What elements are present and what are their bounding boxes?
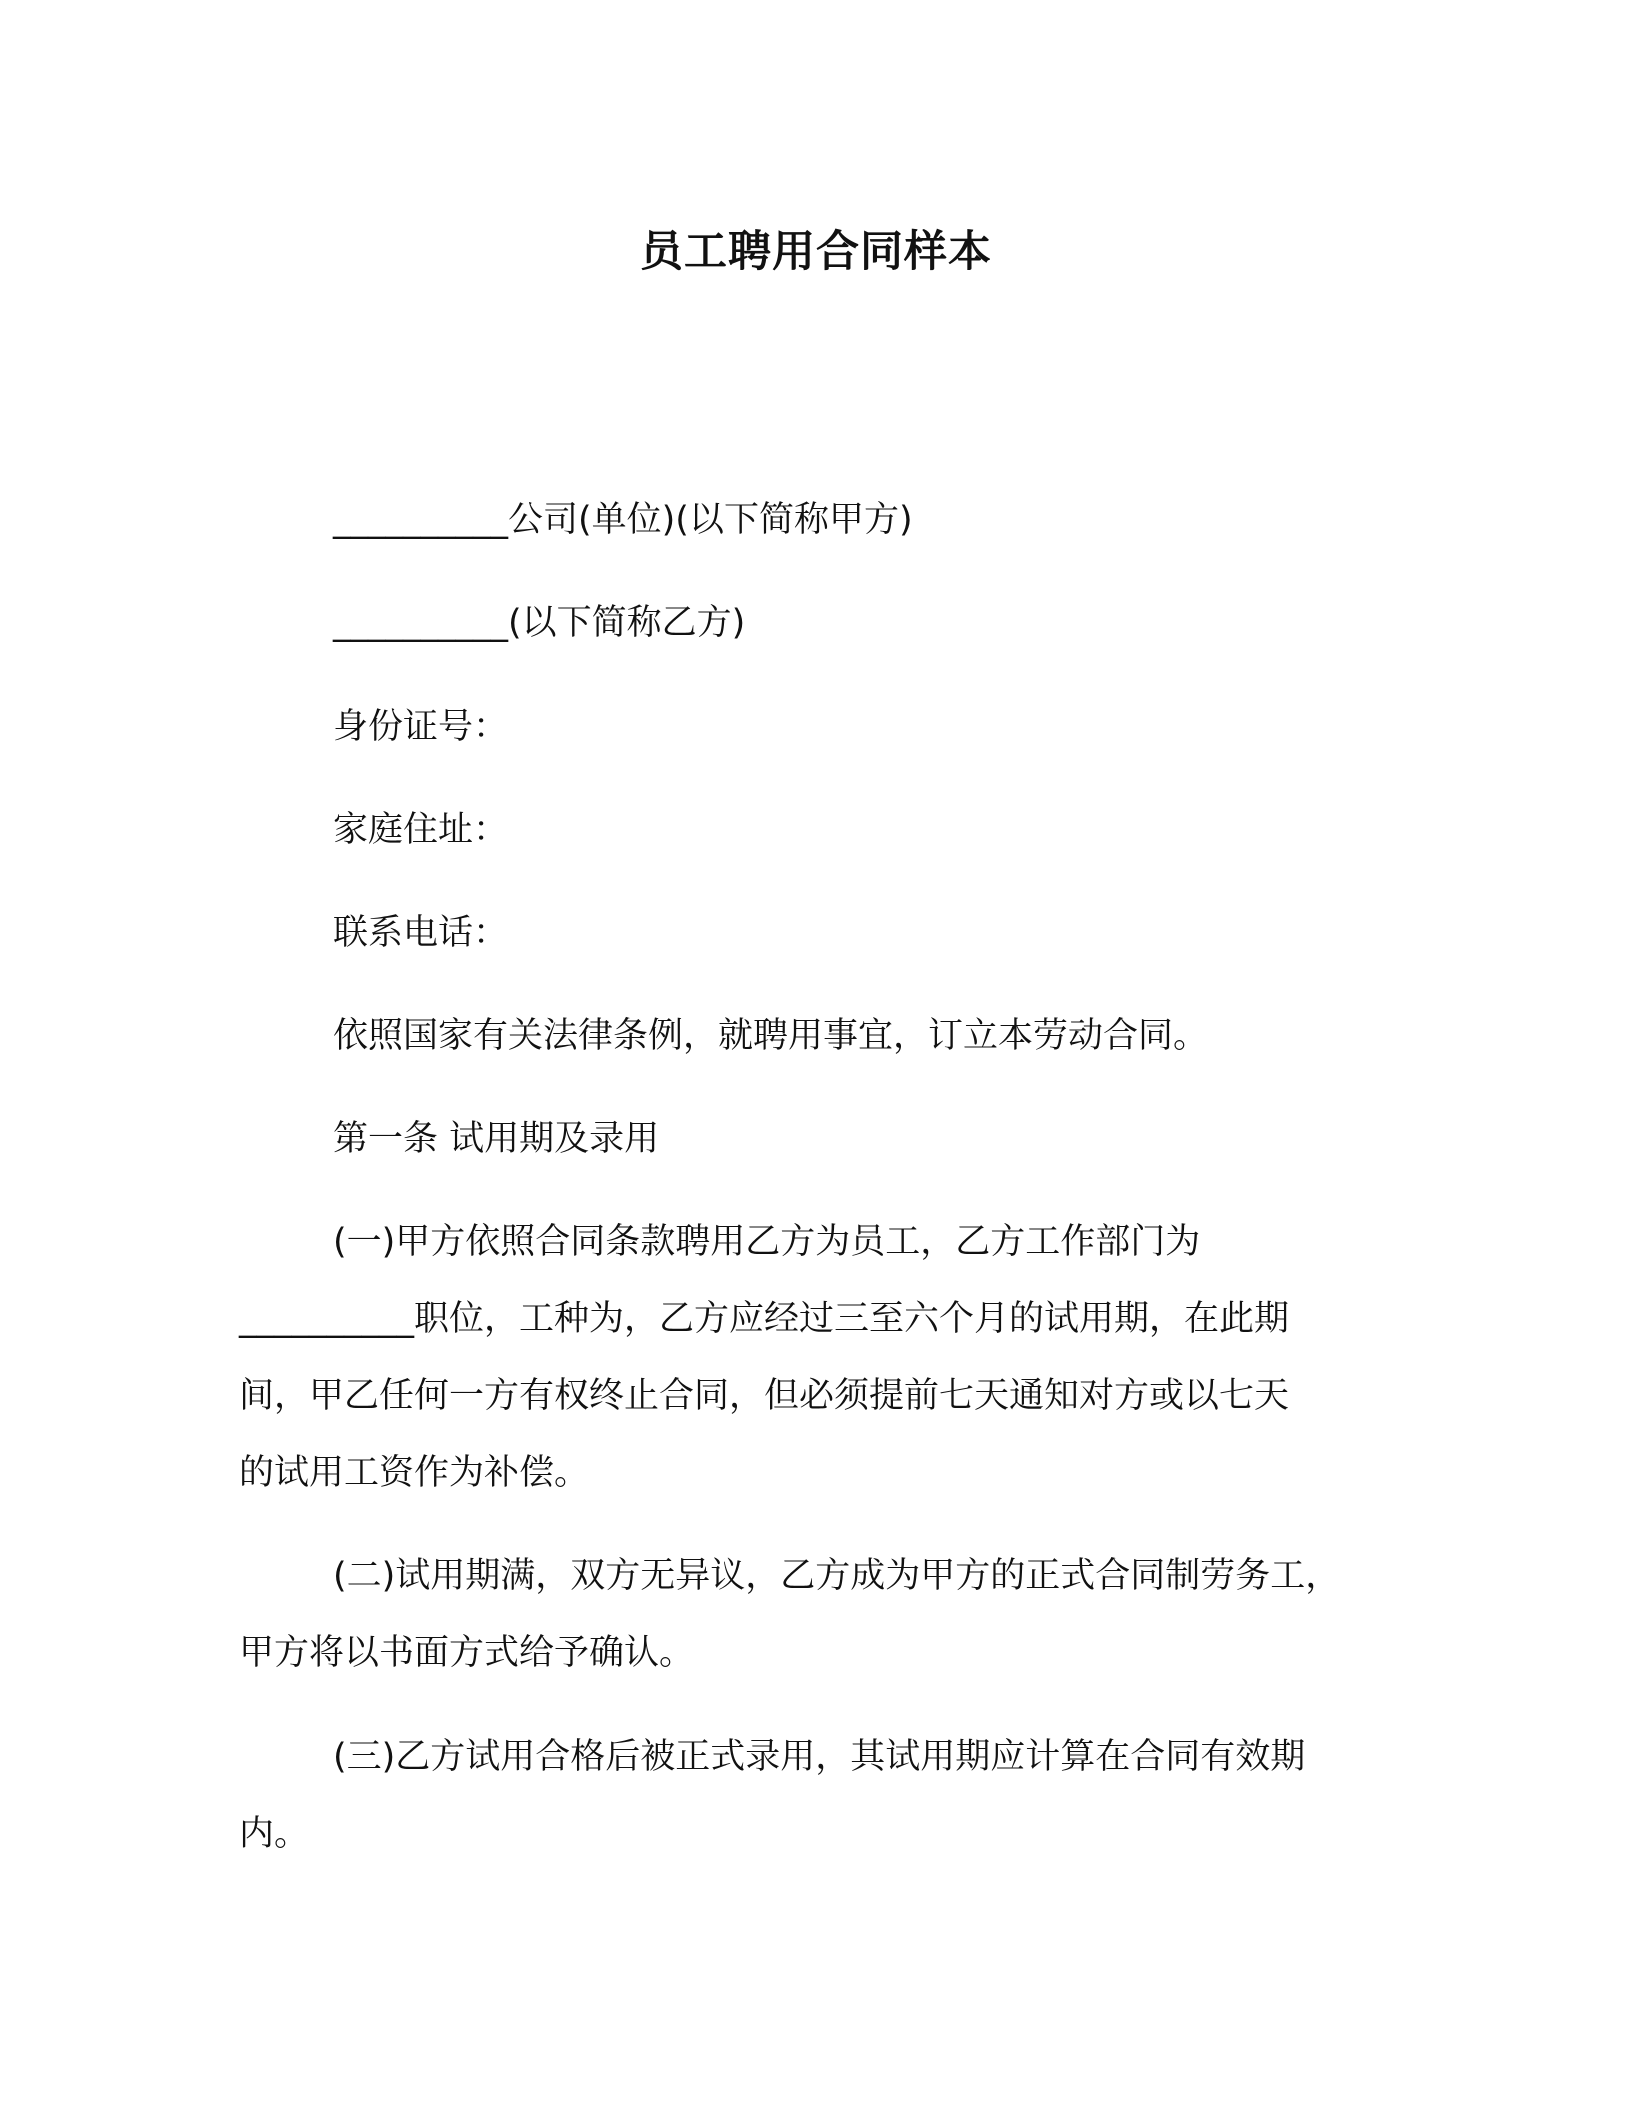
phone-line: 联系电话： <box>333 913 509 953</box>
clause-1-line: 的试用工资作为补偿。 <box>239 1453 590 1493</box>
party-b-line: __________(以下简称乙方) <box>333 603 746 643</box>
clause-3-line: 内。 <box>239 1814 310 1854</box>
home-address-line: 家庭住址： <box>333 810 509 850</box>
party-a-line: __________公司(单位)(以下简称甲方) <box>333 500 913 540</box>
clause-1-line: (一)甲方依照合同条款聘用乙方为员工，乙方工作部门为 <box>333 1222 1201 1262</box>
document-title: 员工聘用合同样本 <box>640 227 992 277</box>
clause-2-line: (二)试用期满，双方无异议，乙方成为甲方的正式合同制劳务工， <box>333 1556 1341 1596</box>
intro-paragraph: 依照国家有关法律条例，就聘用事宜，订立本劳动合同。 <box>333 1016 1209 1056</box>
article-1-heading: 第一条 试用期及录用 <box>333 1119 660 1159</box>
clause-2-line: 甲方将以书面方式给予确认。 <box>239 1633 695 1673</box>
clause-3-line: (三)乙方试用合格后被正式录用，其试用期应计算在合同有效期 <box>333 1737 1306 1777</box>
clause-1-line: 间，甲乙任何一方有权终止合同，但必须提前七天通知对方或以七天 <box>239 1376 1290 1416</box>
clause-1-line: __________职位，工种为，乙方应经过三至六个月的试用期，在此期 <box>239 1299 1290 1339</box>
id-number-line: 身份证号： <box>333 707 509 747</box>
